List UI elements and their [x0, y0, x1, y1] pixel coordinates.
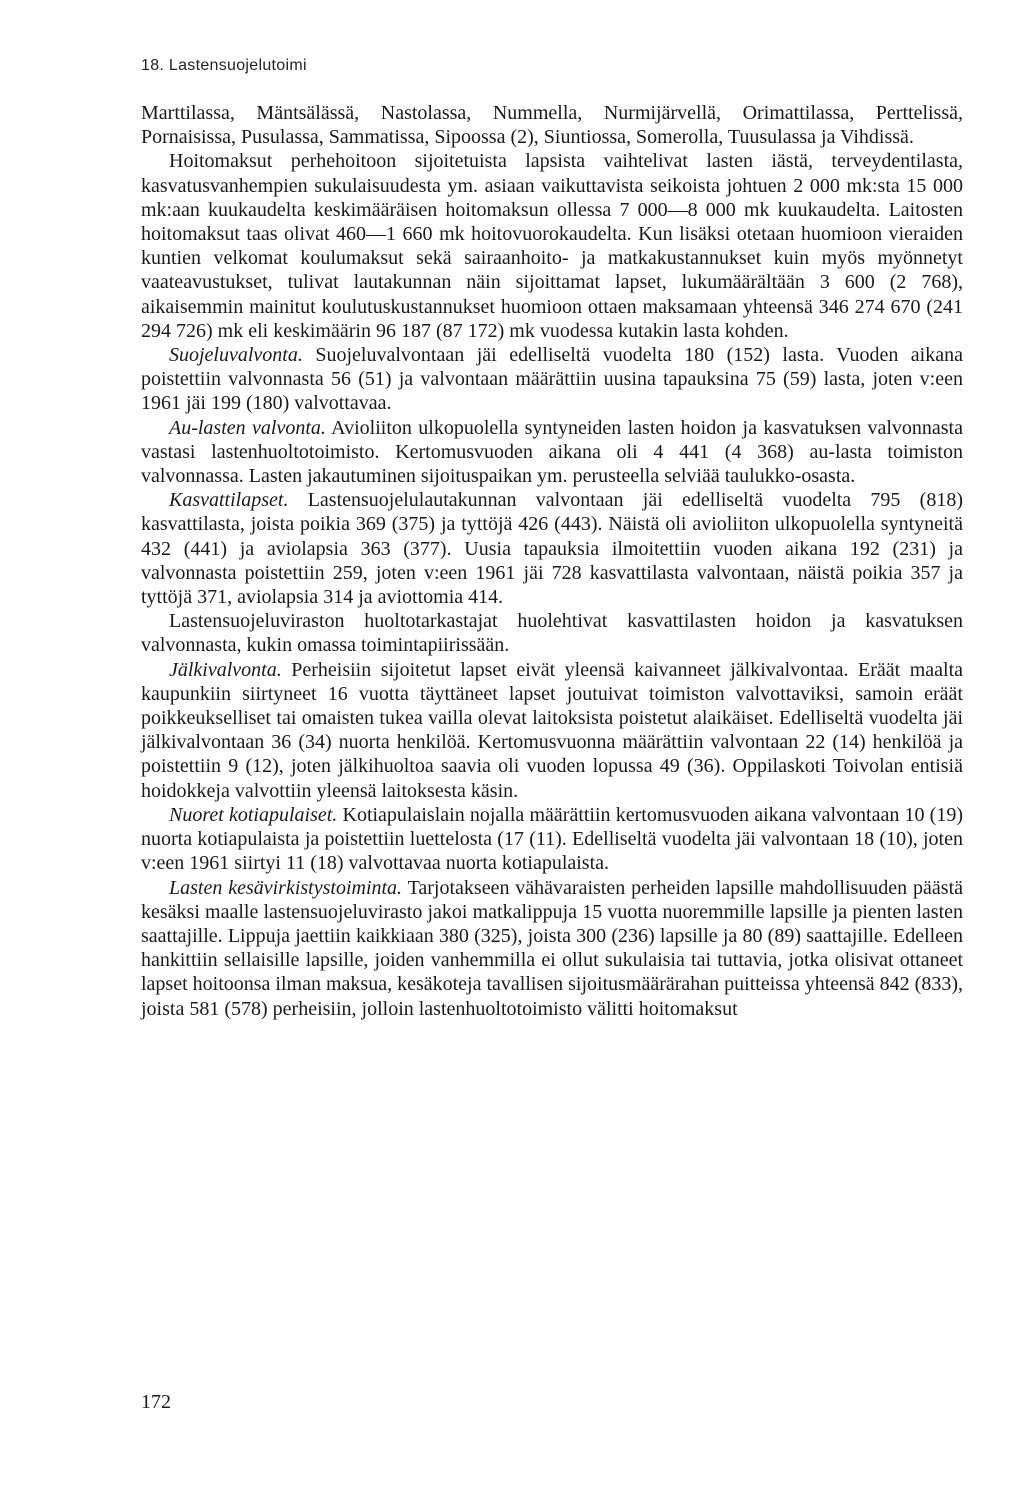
- section-heading: Nuoret kotiapulaiset.: [169, 803, 338, 826]
- paragraph-aftercare: [141, 658, 963, 803]
- paragraph-text: Suojeluvalvontaan jäi edelliseltä vuodelta 180 (152) lasta. Vuoden aikana poistettiin valvonnasta 56 (51) ja valvontaan määrättiin uusina tapauksina 75 (59) lasta, joten v:een 1961 jäi 199 (180) valvottavaa.: [141, 344, 963, 415]
- paragraph-text: Lastensuojelulautakunnan valvontaan jäi edelliseltä vuodelta 795 (818) kasvattilasta, joista poikia 369 (375) ja tyttöjä 426 (443). Näistä oli avioliiton ulkopuolella syntyneitä 432 (441) ja aviolapsia 363 (377). Uusia tapauksia ilmoitettiin vuoden aikana 192 (231) ja valvonnasta poistettiin 259, joten v:een 1961 jäi 728 kasvattilasta valvontaan, näistä poikia 357 ja tyttöjä 371, aviolapsia 314 ja aviottomia 414.: [141, 489, 964, 609]
- page-number: 172: [141, 1391, 171, 1413]
- section-heading: Au-lasten valvonta.: [169, 416, 326, 439]
- section-heading: Suojeluvalvonta.: [169, 344, 303, 367]
- paragraph-text: Lastensuojeluviraston huoltotarkastajat huolehtivat kasvattilasten hoidon ja kasvatuksen valvonnasta, kukin omassa toimintapiirissään.: [141, 610, 963, 657]
- paragraph-text: Perheisiin sijoitetut lapset eivät yleensä kaivanneet jälkivalvontaa. Eräät maalta kaupunkiin siirtyneet 16 vuotta täyttäneet lapset joutuivat toimiston valvottaviksi, samoin eräät poikkeukselliset tai omaisten tukea vailla olevat laitoksista poistetut alaikäiset. Edelliseltä vuodelta jäi jälkivalvontaan 36 (34) nuorta henkilöä. Kertomusvuonna määrättiin valvontaan 22 (14) henkilöä ja poistettiin 9 (12), joten jälkihuoltoa saavia oli vuoden lopussa 49 (36). Oppilaskoti Toivolan entisiä hoidokkeja valvottiin yleensä laitoksesta käsin.: [141, 658, 964, 802]
- body-text: [141, 101, 963, 1021]
- running-head: 18. Lastensuojelutoimi: [141, 57, 307, 74]
- paragraph-care-fees: [141, 149, 963, 343]
- paragraph-municipalities: [141, 101, 963, 149]
- section-heading: Lasten kesävirkistystoiminta.: [169, 876, 403, 899]
- paragraph-text: Marttilassa, Mäntsälässä, Nastolassa, Nummella, Nurmijärvellä, Orimattilassa, Perttelissä, Pornaisissa, Pusulassa, Sammatissa, Sipoossa (2), Siuntiossa, Somerolla, Tuusulassa ja Vihdissä.: [141, 102, 963, 149]
- paragraph-text: Avioliiton ulkopuolella syntyneiden lasten hoidon ja kasvatuksen valvonnasta vastasi lastenhuoltotoimisto. Kertomusvuoden aikana oli 4 441 (4 368) au-lasta toimiston valvonnassa. Lasten jakautuminen sijoituspaikan ym. perusteella selviää taulukko-osasta.: [141, 416, 963, 488]
- paragraph-inspectors: [141, 609, 963, 657]
- section-heading: Jälkivalvonta.: [169, 658, 282, 681]
- paragraph-foster-children: [141, 488, 963, 609]
- paragraph-text: Kotiapulaislain nojalla määrättiin kertomusvuoden aikana valvontaan 10 (19) nuorta kotiapulaista ja poistettiin luettelosta (17 (11). Edelliseltä vuodelta jäi valvontaan 18 (10), joten v:een 1961 siirtyi 11 (18) valvottavaa nuorta kotiapulaista.: [141, 803, 963, 875]
- paragraph-text: Hoitomaksut perhehoitoon sijoitetuista lapsista vaihtelivat lasten iästä, terveydentilasta, kasvatusvanhempien sukulaisuudesta ym. asiaan vaikuttavista seikoista johtuen 2 000 mk:sta 15 000 mk:aan kuukaudelta keskimääräisen hoitomaksun ollessa 7 000—8 000 mk kuukaudelta. Laitosten hoitomaksut taas olivat 460—1 660 mk hoitovuorokaudelta. Kun lisäksi otetaan huomioon vieraiden kuntien velkomat koulumaksut sekä sairaanhoito- ja matkakustannukset kuin myös myönnetyt vaateavustukset, tulivat lautakunnan näin sijoittamat lapset, lukumäärältään 3 600 (2 768), aikaisemmin mainitut koulutuskustannukset huomioon ottaen maksamaan yhteensä 346 274 670 (241 294 726) mk eli keskimäärin 96 187 (87 172) mk vuodessa kutakin lasta kohden.: [141, 150, 963, 342]
- paragraph-text: Tarjotakseen vähävaraisten perheiden lapsille mahdollisuuden päästä kesäksi maalle lastensuojeluvirasto jakoi matkalippuja 15 vuotta nuoremmille lapsille ja pienten lasten saattajille. Lippuja jaettiin kaikkiaan 380 (325), joista 300 (236) lapsille ja 80 (89) saattajille. Edelleen hankittiin sellaisille lapsille, joiden vanhemmilla ei ollut sukulaisia tai tuttavia, jotka olisivat ottaneet lapset hoitoonsa ilman maksua, kesäkoteja tavallisen sijoitusmäärärahan puitteissa yhteensä 842 (833), joista 581 (578) perheisiin, jolloin lastenhuoltotoimisto välitti hoitomaksut: [141, 876, 964, 1020]
- section-heading: Kasvattilapset.: [169, 489, 289, 512]
- paragraph-summer-recreation: [141, 876, 963, 1021]
- paragraph-young-domestic-helpers: [141, 803, 963, 876]
- paragraph-protective-supervision: [141, 343, 963, 416]
- document-page: [141, 0, 963, 1492]
- paragraph-au-children: [141, 416, 963, 489]
